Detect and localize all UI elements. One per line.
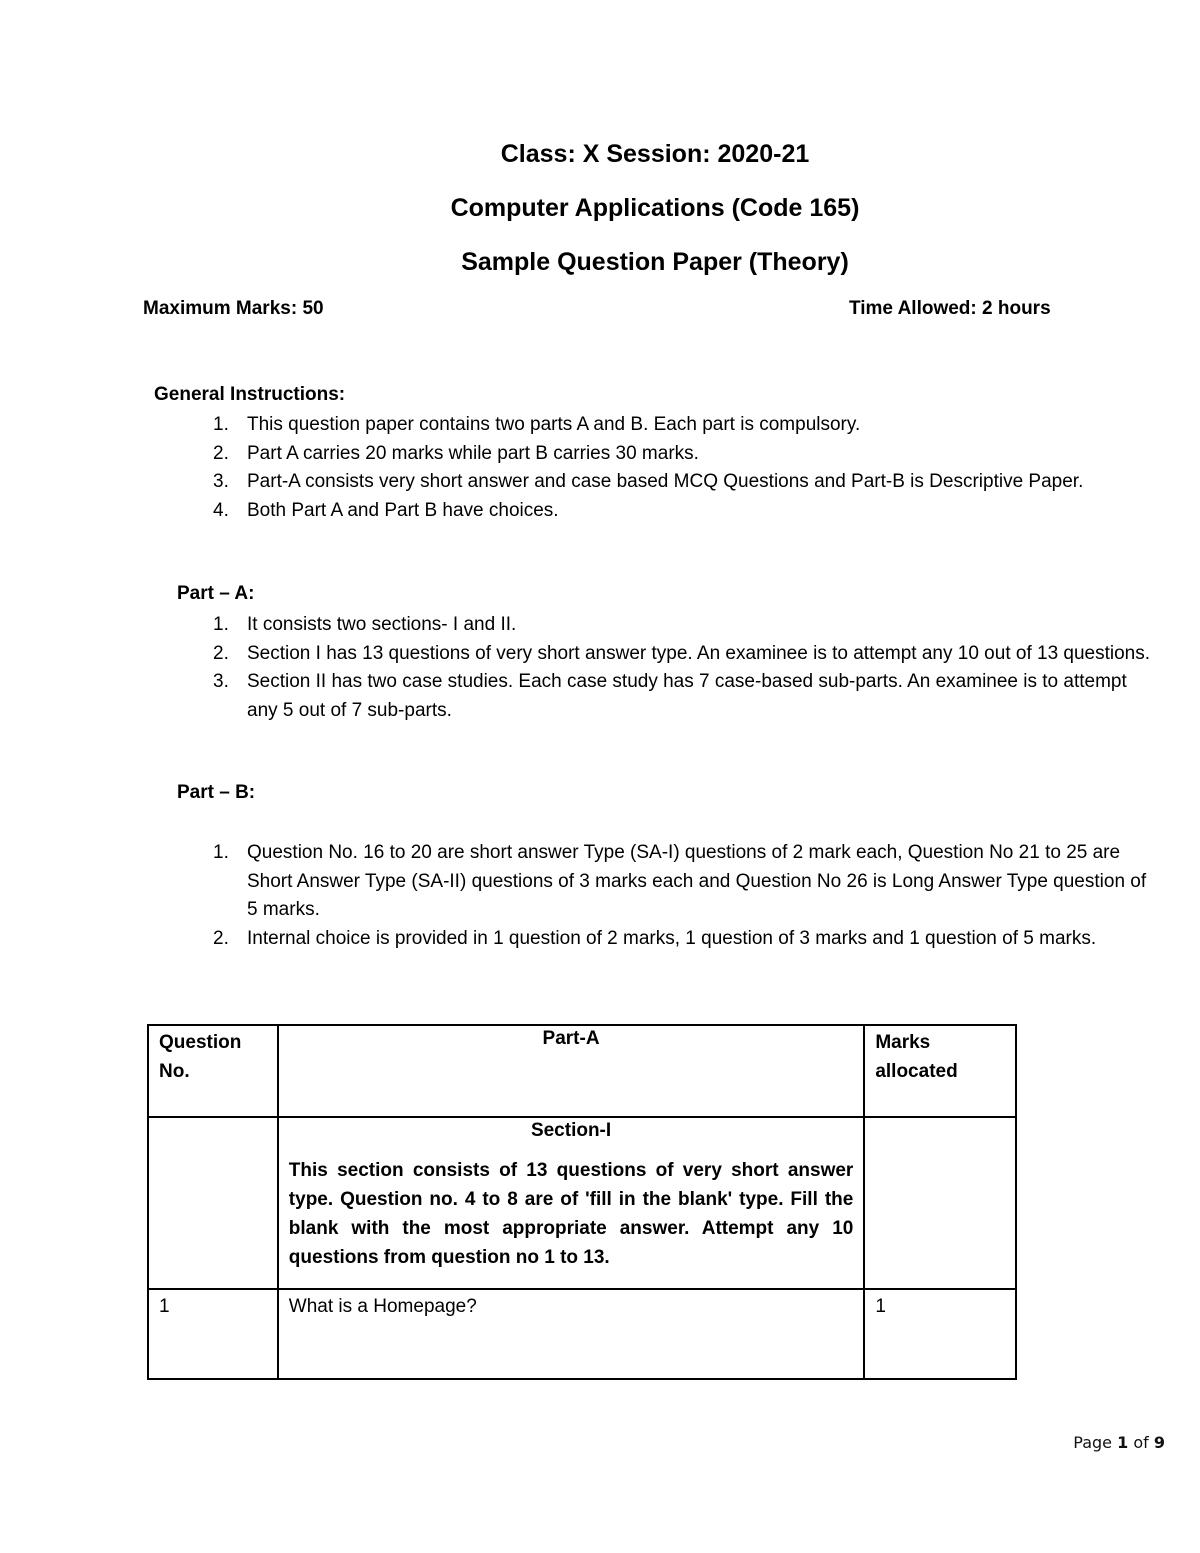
header-cell-question-no <box>148 1025 278 1117</box>
page-word: Page <box>1073 1433 1113 1452</box>
header-part-a-label: Part-A <box>542 1028 600 1049</box>
header-question-no-label: Question No. <box>159 1032 242 1082</box>
list-item <box>213 440 1153 469</box>
list-number: 1. <box>213 614 229 635</box>
section-description: This section consists of 13 questions of very short answer type. Question no. 4 to 8 are of 'fill in the blank' type. Fill the blank with the most appropriate answer. Attempt any 10 questions from question no 1 to 13. <box>288 1160 854 1268</box>
list-number: 3. <box>213 671 229 692</box>
part-a-list <box>213 611 1153 725</box>
subject-title: Computer Applications (Code 165) <box>450 194 860 222</box>
list-number: 4. <box>213 499 229 521</box>
marks-cell <box>864 1289 1016 1379</box>
paper-title: Sample Question Paper (Theory) <box>461 248 849 276</box>
part-a-heading: Part – A: <box>177 583 255 604</box>
header-marks-label: Marks allocated <box>875 1032 958 1082</box>
section-row <box>148 1117 1016 1289</box>
list-number: 2. <box>213 442 229 464</box>
list-text: It consists two sections- I and II. <box>247 614 517 635</box>
table-header-row <box>148 1025 1016 1117</box>
part-b-heading: Part – B: <box>177 782 256 803</box>
list-text: Question No. 16 to 20 are short answer Type (SA-I) questions of 2 mark each, Question No 21 to 25 are Short Answer Type (SA-II) questions of 3 marks each and Question No 26 is Long Answer Type question of 5 marks. <box>247 842 1147 920</box>
question-number-cell <box>148 1289 278 1379</box>
list-number: 3. <box>213 471 229 492</box>
list-number: 2. <box>213 642 229 664</box>
list-text: Internal choice is provided in 1 question of 2 marks, 1 question of 3 marks and 1 question of 5 marks. <box>247 927 1097 949</box>
list-item <box>213 839 1153 925</box>
part-b-list <box>213 839 1153 953</box>
class-session-title: Class: X Session: 2020-21 <box>500 140 810 168</box>
header-cell-part-a <box>278 1025 865 1117</box>
list-text: Both Part A and Part B have choices. <box>247 499 559 521</box>
empty-cell <box>148 1117 278 1289</box>
empty-cell <box>864 1117 1016 1289</box>
question-number: 1 <box>159 1296 170 1317</box>
list-item <box>213 497 1153 526</box>
list-text: Section I has 13 questions of very short answer type. An examinee is to attempt any 10 out of 13 questions. <box>247 642 1151 664</box>
section-cell <box>278 1117 865 1289</box>
list-item <box>213 925 1153 954</box>
question-text-cell <box>278 1289 865 1379</box>
question-table <box>147 1024 1017 1380</box>
list-text: This question paper contains two parts A and B. Each part is compulsory. <box>247 414 861 435</box>
page-footer <box>1073 1433 1165 1452</box>
maximum-marks: Maximum Marks: 50 <box>143 298 324 319</box>
list-item <box>213 640 1153 669</box>
list-number: 1. <box>213 414 229 435</box>
table-row <box>148 1289 1016 1379</box>
list-item <box>213 468 1153 497</box>
list-text: Part-A consists very short answer and case based MCQ Questions and Part-B is Descriptive Paper. <box>247 471 1084 492</box>
section-title: Section-I <box>530 1120 612 1141</box>
question-text: What is a Homepage? <box>288 1296 477 1317</box>
page-number: 1 <box>1117 1433 1129 1452</box>
list-text: Section II has two case studies. Each case study has 7 case-based sub-parts. An examinee is to attempt any 5 out of 7 sub-parts. <box>247 671 1127 721</box>
list-item <box>213 668 1153 725</box>
list-text: Part A carries 20 marks while part B carries 30 marks. <box>247 442 699 464</box>
general-instructions-heading: General Instructions: <box>154 384 346 405</box>
page-total: 9 <box>1153 1433 1165 1452</box>
question-marks: 1 <box>875 1296 886 1317</box>
list-item <box>213 611 1153 640</box>
list-number: 1. <box>213 842 229 863</box>
of-word: of <box>1133 1433 1149 1452</box>
list-number: 2. <box>213 927 229 949</box>
time-allowed: Time Allowed: 2 hours <box>849 298 1051 319</box>
header-cell-marks <box>864 1025 1016 1117</box>
general-instructions-list <box>213 411 1153 525</box>
list-item <box>213 411 1153 440</box>
